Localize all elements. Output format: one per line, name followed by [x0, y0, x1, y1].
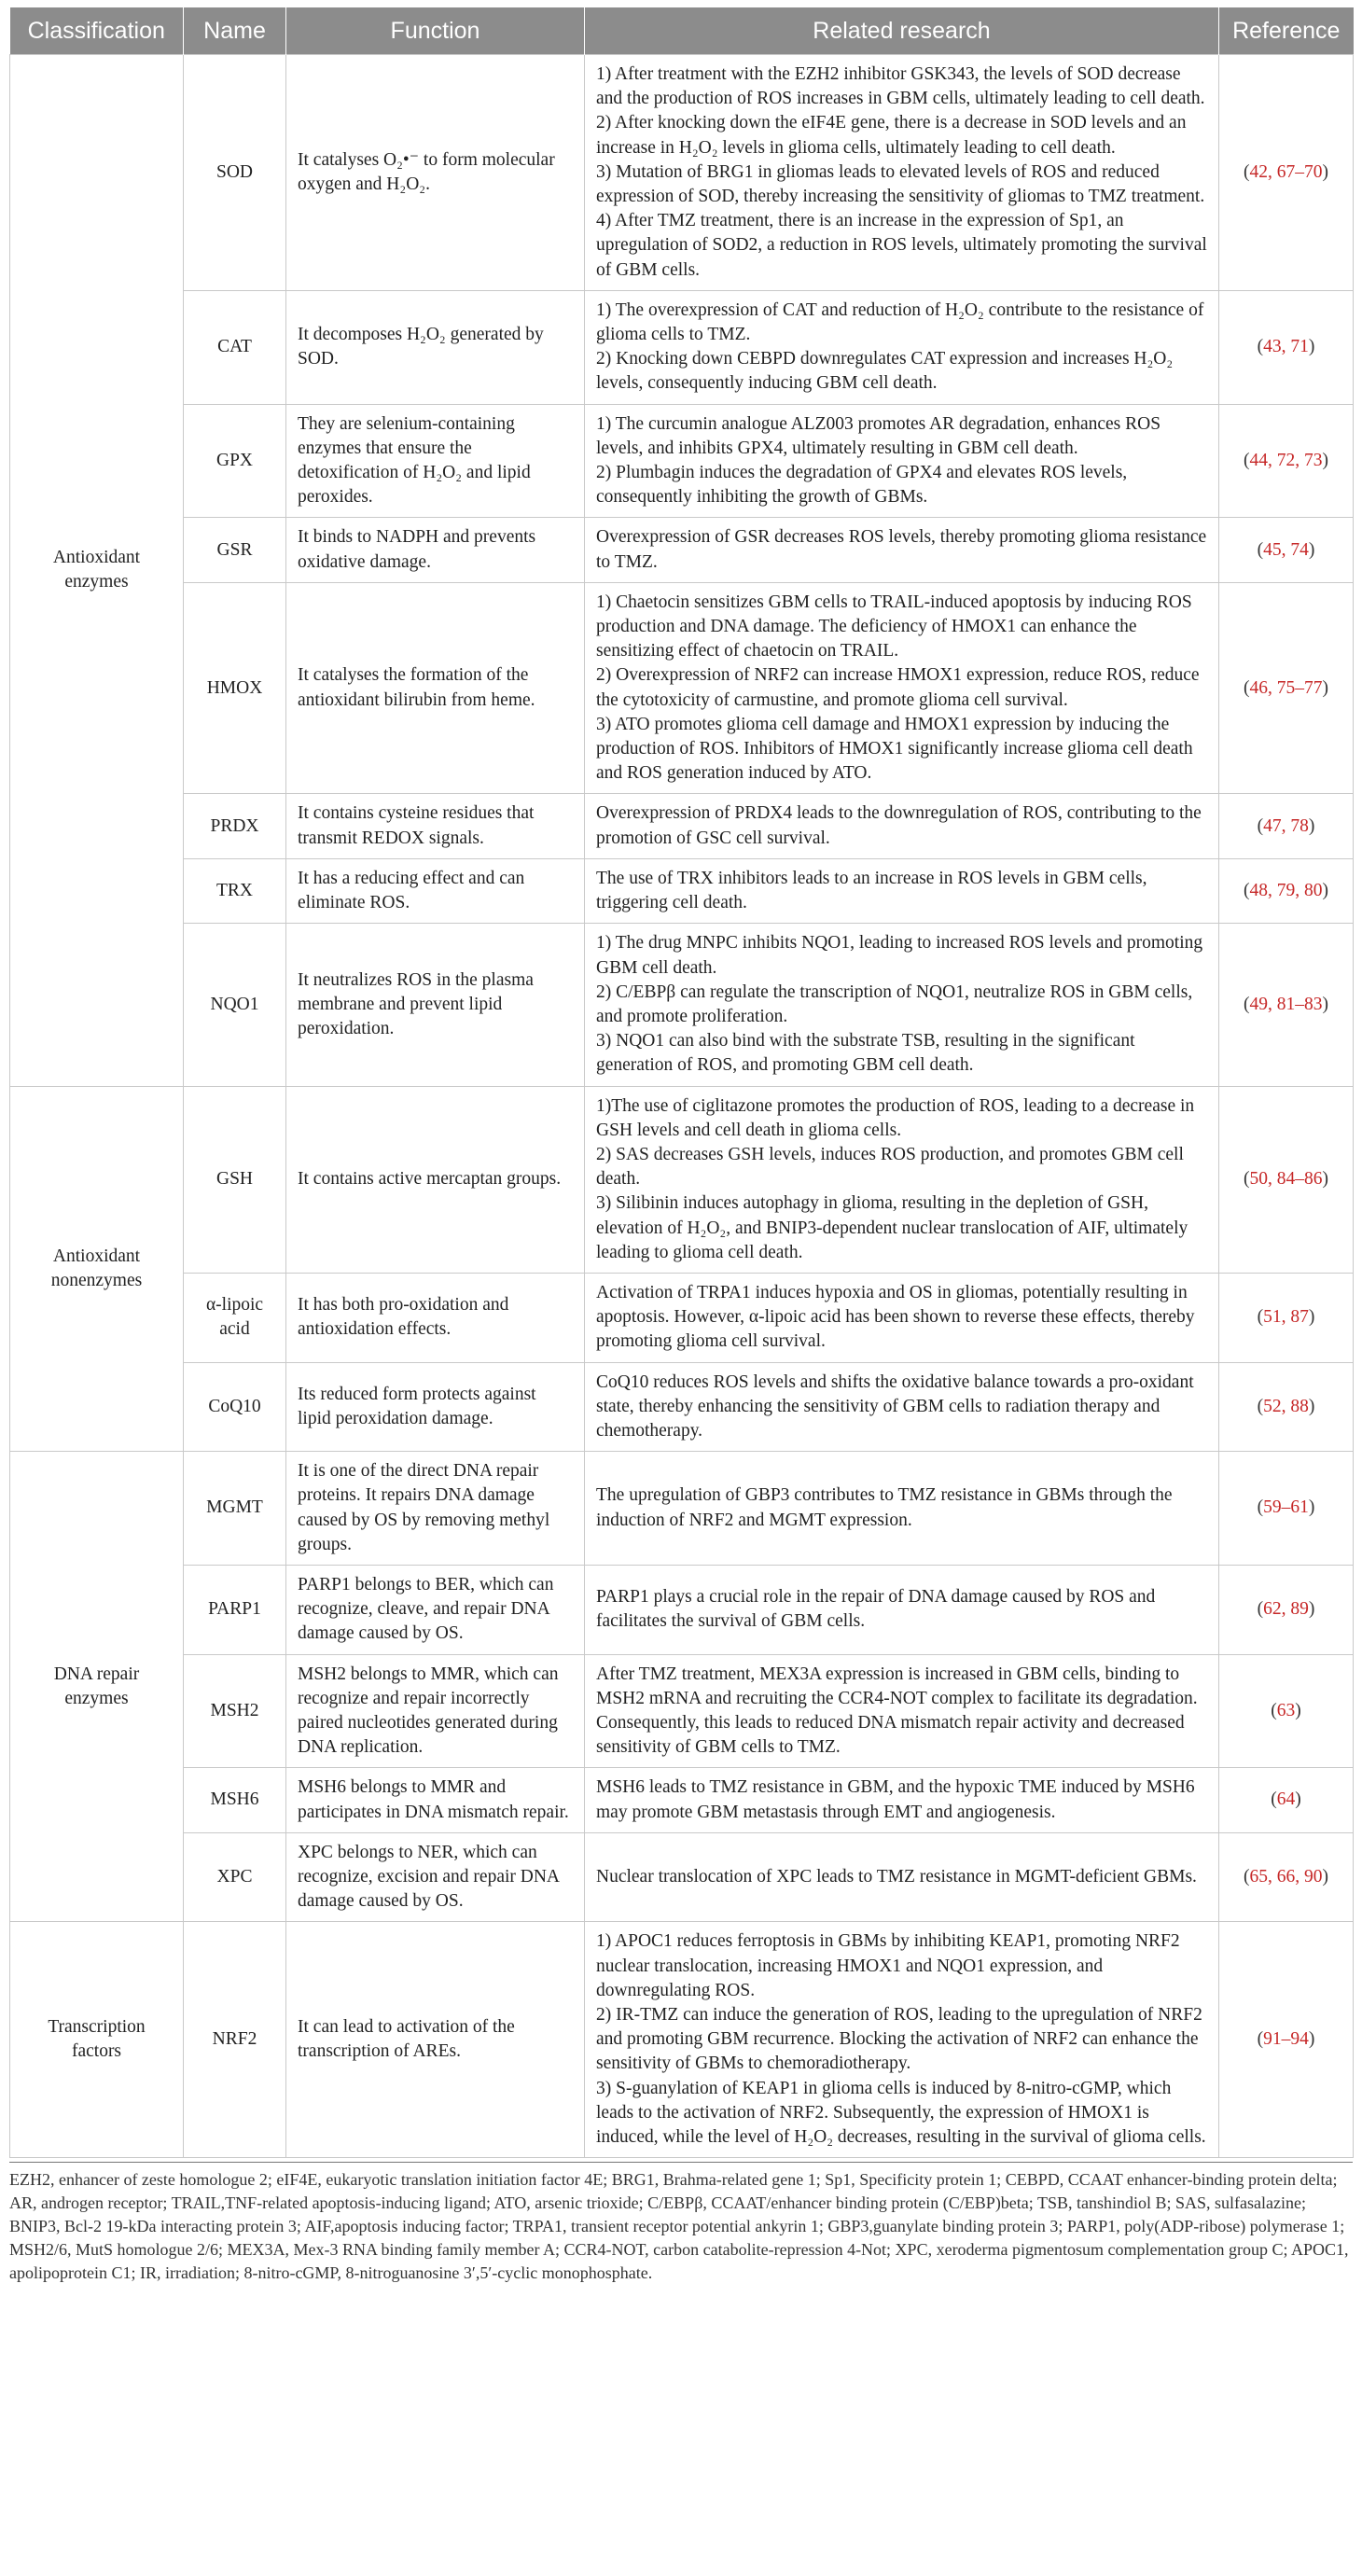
- reference-cell: (62, 89): [1219, 1565, 1354, 1654]
- table-row: [10, 924, 1354, 1086]
- research-item: The use of TRX inhibitors leads to an increase in ROS levels in GBM cells, triggering cell death.: [596, 868, 1147, 913]
- reference-link[interactable]: 65, 66, 90: [1249, 1867, 1323, 1887]
- function-cell: It is one of the direct DNA repair proteins. It repairs DNA damage caused by OS by removing methyl groups.: [286, 1452, 585, 1566]
- reference-link[interactable]: 51, 87: [1263, 1307, 1309, 1328]
- classification-cell: Antioxidant nonenzymes: [10, 1086, 184, 1452]
- table-row: [10, 858, 1354, 923]
- table-body: [10, 55, 1354, 2158]
- table-row: [10, 1654, 1354, 1768]
- reference-link[interactable]: 47, 78: [1263, 815, 1309, 836]
- research-item: 2) Plumbagin induces the degradation of GPX4 and elevates ROS levels, consequently inhibiting the growth of GBMs.: [596, 463, 1128, 508]
- function-cell: It catalyses O₂•⁻ to form molecular oxygen and H₂O₂.: [286, 55, 585, 291]
- related-research-cell: [585, 1452, 1219, 1566]
- research-item: 1) The drug MNPC inhibits NQO1, leading to increased ROS levels and promoting GBM cell death.: [596, 933, 1203, 978]
- research-item: Nuclear translocation of XPC leads to TMZ resistance in MGMT-deficient GBMs.: [596, 1867, 1197, 1887]
- reference-cell: (45, 74): [1219, 518, 1354, 582]
- reference-link[interactable]: 62, 89: [1263, 1599, 1309, 1620]
- name-cell: CAT: [184, 290, 286, 404]
- reference-cell: (64): [1219, 1768, 1354, 1832]
- name-cell: HMOX: [184, 582, 286, 794]
- name-cell: NRF2: [184, 1922, 286, 2158]
- header-name: Name: [184, 7, 286, 55]
- reference-link[interactable]: 64: [1276, 1789, 1296, 1810]
- table-row: [10, 1768, 1354, 1832]
- reference-cell: (42, 67–70): [1219, 55, 1354, 291]
- related-research-cell: [585, 1654, 1219, 1768]
- reference-cell: (51, 87): [1219, 1273, 1354, 1362]
- research-item: 2) Overexpression of NRF2 can increase HMOX1 expression, reduce ROS, reduce the cytotoxicity of carmustine, and promote glioma cell survival.: [596, 665, 1200, 710]
- related-research-cell: [585, 1273, 1219, 1362]
- table-row: [10, 404, 1354, 518]
- name-cell: SOD: [184, 55, 286, 291]
- name-cell: TRX: [184, 858, 286, 923]
- reference-link[interactable]: 45, 74: [1263, 539, 1309, 560]
- reference-link[interactable]: 48, 79, 80: [1249, 880, 1323, 900]
- function-cell: It neutralizes ROS in the plasma membrane and prevent lipid peroxidation.: [286, 924, 585, 1086]
- function-cell: It contains active mercaptan groups.: [286, 1086, 585, 1273]
- related-research-cell: [585, 1565, 1219, 1654]
- header-function: Function: [286, 7, 585, 55]
- research-item: The upregulation of GBP3 contributes to TMZ resistance in GBMs through the induction of NRF2 and MGMT expression.: [596, 1485, 1173, 1530]
- research-item: 1)The use of ciglitazone promotes the production of ROS, leading to a decrease in GSH levels and cell death in glioma cells.: [596, 1095, 1195, 1140]
- reference-cell: (48, 79, 80): [1219, 858, 1354, 923]
- research-item: PARP1 plays a crucial role in the repair of DNA damage caused by ROS and facilitates the survival of GBM cells.: [596, 1587, 1156, 1632]
- table-row: [10, 518, 1354, 582]
- name-cell: GPX: [184, 404, 286, 518]
- name-cell: NQO1: [184, 924, 286, 1086]
- function-cell: MSH2 belongs to MMR, which can recognize and repair incorrectly paired nucleotides generated during DNA replication.: [286, 1654, 585, 1768]
- research-item: MSH6 leads to TMZ resistance in GBM, and the hypoxic TME induced by MSH6 may promote GBM metastasis through EMT and angiogenesis.: [596, 1777, 1195, 1822]
- function-cell: It catalyses the formation of the antioxidant bilirubin from heme.: [286, 582, 585, 794]
- related-research-cell: [585, 55, 1219, 291]
- function-cell: XPC belongs to NER, which can recognize, excision and repair DNA damage caused by OS.: [286, 1832, 585, 1922]
- header-reference: Reference: [1219, 7, 1354, 55]
- research-item: 2) C/EBPβ can regulate the transcription of NQO1, neutralize ROS in GBM cells, and promote proliferation.: [596, 982, 1193, 1026]
- reference-cell: (52, 88): [1219, 1362, 1354, 1452]
- related-research-cell: [585, 290, 1219, 404]
- related-research-cell: [585, 1362, 1219, 1452]
- table-row: [10, 582, 1354, 794]
- name-cell: CoQ10: [184, 1362, 286, 1452]
- table-row: [10, 1922, 1354, 2158]
- name-cell: MGMT: [184, 1452, 286, 1566]
- research-item: After TMZ treatment, MEX3A expression is increased in GBM cells, binding to MSH2 mRNA and recruiting the CCR4-NOT complex to facilitate its degradation. Consequently, this leads to reduced DNA mismatch repair activity and decreased sensitivity of GBM cells to TMZ.: [596, 1664, 1198, 1758]
- research-item: 3) Mutation of BRG1 in gliomas leads to elevated levels of ROS and reduced expression of SOD, thereby increasing the sensitivity of gliomas to TMZ treatment.: [596, 161, 1205, 207]
- reference-cell: (63): [1219, 1654, 1354, 1768]
- table-row: [10, 1452, 1354, 1566]
- function-cell: It binds to NADPH and prevents oxidative damage.: [286, 518, 585, 582]
- name-cell: GSR: [184, 518, 286, 582]
- research-item: 3) S-guanylation of KEAP1 in glioma cells is induced by 8-nitro-cGMP, which leads to the activation of NRF2. Subsequently, the expression of HMOX1 is induced, while the level of H₂O₂ decreases, resulting in the survival of glioma cells.: [596, 2078, 1206, 2148]
- research-item: 3) Silibinin induces autophagy in glioma, resulting in the depletion of GSH, elevation of H₂O₂, and BNIP3-dependent nuclear translocation of AIF, ultimately leading to glioma cell death.: [596, 1193, 1188, 1262]
- reference-cell: (46, 75–77): [1219, 582, 1354, 794]
- research-item: 1) APOC1 reduces ferroptosis in GBMs by inhibiting KEAP1, promoting NRF2 nuclear translocation, increasing HMOX1 and NQO1 expression, and downregulating ROS.: [596, 1931, 1180, 2000]
- name-cell: XPC: [184, 1832, 286, 1922]
- reference-link[interactable]: 44, 72, 73: [1249, 450, 1323, 470]
- antioxidant-table: [9, 7, 1354, 2158]
- reference-cell: (59–61): [1219, 1452, 1354, 1566]
- table-row: [10, 55, 1354, 291]
- related-research-cell: [585, 518, 1219, 582]
- function-cell: It can lead to activation of the transcription of AREs.: [286, 1922, 585, 2158]
- table-row: [10, 1086, 1354, 1273]
- reference-cell: (44, 72, 73): [1219, 404, 1354, 518]
- research-item: 2) IR-TMZ can induce the generation of ROS, leading to the upregulation of NRF2 and promoting GBM recurrence. Blocking the activation of NRF2 can enhance the sensitivity of GBMs to chemoradiotherapy.: [596, 2005, 1202, 2074]
- research-item: 2) After knocking down the eIF4E gene, there is a decrease in SOD levels and an increase in H₂O₂ levels in glioma cells, ultimately leading to cell death.: [596, 113, 1187, 158]
- reference-link[interactable]: 91–94: [1263, 2029, 1309, 2050]
- abbreviations-footnote: EZH2, enhancer of zeste homologue 2; eIF4E, eukaryotic translation initiation factor 4E; BRG1, Brahma-related gene 1; Sp1, Specificity protein 1; CEBPD, CCAAT enhancer-binding protein delta; AR, androgen receptor; TRAIL,TNF-related apoptosis-inducing ligand; ATO, arsenic trioxide; C/EBPβ, CCAAT/enhancer binding protein (C/EBP)beta; TSB, tanshindiol B; SAS, sulfasalazine; BNIP3, Bcl-2 19-kDa interacting protein 3; AIF,apoptosis inducing factor; TRPA1, transient receptor potential ankyrin 1; GBP3,guanylate binding protein 3; PARP1, poly(ADP-ribose) polymerase 1; MSH2/6, MutS homologue 2/6; MEX3A, Mex-3 RNA binding family member A; CCR4-NOT, carbon catabolite-repression 4-Not; XPC, xeroderma pigmentosum complementation group C; APOC1, apolipoprotein C1; IR, irradiation; 8-nitro-cGMP, 8-nitroguanosine 3′,5′-cyclic monophosphate.: [9, 2162, 1353, 2285]
- name-cell: PARP1: [184, 1565, 286, 1654]
- function-cell: They are selenium-containing enzymes that ensure the detoxification of H₂O₂ and lipid peroxides.: [286, 404, 585, 518]
- related-research-cell: [585, 794, 1219, 858]
- reference-cell: (43, 71): [1219, 290, 1354, 404]
- header-classification: Classification: [10, 7, 184, 55]
- research-item: 3) ATO promotes glioma cell damage and HMOX1 expression by inducing the production of ROS. Inhibitors of HMOX1 significantly increase glioma cell death and ROS generation induced by ATO.: [596, 714, 1193, 784]
- header-related-research: Related research: [585, 7, 1219, 55]
- table-row: [10, 1362, 1354, 1452]
- related-research-cell: [585, 1768, 1219, 1832]
- reference-link[interactable]: 49, 81–83: [1249, 994, 1323, 1014]
- reference-link[interactable]: 50, 84–86: [1249, 1169, 1323, 1190]
- header-row: [10, 7, 1354, 55]
- reference-cell: (49, 81–83): [1219, 924, 1354, 1086]
- research-item: 2) SAS decreases GSH levels, induces ROS production, and promotes GBM cell death.: [596, 1144, 1184, 1190]
- function-cell: It has a reducing effect and can eliminate ROS.: [286, 858, 585, 923]
- related-research-cell: [585, 1922, 1219, 2158]
- function-cell: PARP1 belongs to BER, which can recognize, cleave, and repair DNA damage caused by OS.: [286, 1565, 585, 1654]
- research-item: 4) After TMZ treatment, there is an increase in the expression of Sp1, an upregulation of SOD2, a reduction in ROS levels, ultimately promoting the survival of GBM cells.: [596, 211, 1207, 280]
- research-item: 3) NQO1 can also bind with the substrate TSB, resulting in the significant generation of ROS, and promoting GBM cell death.: [596, 1031, 1135, 1076]
- reference-link[interactable]: 46, 75–77: [1249, 677, 1323, 698]
- reference-cell: (47, 78): [1219, 794, 1354, 858]
- reference-link[interactable]: 43, 71: [1263, 337, 1309, 357]
- related-research-cell: [585, 1832, 1219, 1922]
- reference-link[interactable]: 63: [1276, 1700, 1296, 1720]
- function-cell: It has both pro-oxidation and antioxidation effects.: [286, 1273, 585, 1362]
- table-row: [10, 290, 1354, 404]
- related-research-cell: [585, 858, 1219, 923]
- reference-link[interactable]: 59–61: [1263, 1497, 1309, 1518]
- function-cell: MSH6 belongs to MMR and participates in DNA mismatch repair.: [286, 1768, 585, 1832]
- related-research-cell: [585, 582, 1219, 794]
- function-cell: It contains cysteine residues that transmit REDOX signals.: [286, 794, 585, 858]
- name-cell: GSH: [184, 1086, 286, 1273]
- research-item: Overexpression of GSR decreases ROS levels, thereby promoting glioma resistance to TMZ.: [596, 527, 1207, 572]
- related-research-cell: [585, 924, 1219, 1086]
- research-item: 1) Chaetocin sensitizes GBM cells to TRAIL-induced apoptosis by inducing ROS production and DNA damage. The deficiency of HMOX1 can enhance the sensitizing effect of chaetocin on TRAIL.: [596, 592, 1192, 661]
- research-item: Activation of TRPA1 induces hypoxia and OS in gliomas, potentially resulting in apoptosis. However, α-lipoic acid has been shown to reverse these effects, thereby promoting glioma cell survival.: [596, 1282, 1195, 1352]
- research-item: CoQ10 reduces ROS levels and shifts the oxidative balance towards a pro-oxidant state, thereby enhancing the sensitivity of GBM cells to radiation therapy and chemotherapy.: [596, 1372, 1194, 1441]
- research-item: 1) The curcumin analogue ALZ003 promotes AR degradation, enhances ROS levels, and inhibits GPX4, ultimately resulting in GBM cell death.: [596, 413, 1161, 458]
- research-item: 1) After treatment with the EZH2 inhibitor GSK343, the levels of SOD decrease and the production of ROS increases in GBM cells, ultimately leading to cell death.: [596, 64, 1205, 109]
- name-cell: α-lipoic acid: [184, 1273, 286, 1362]
- name-cell: MSH6: [184, 1768, 286, 1832]
- classification-cell: DNA repair enzymes: [10, 1452, 184, 1922]
- name-cell: PRDX: [184, 794, 286, 858]
- table-row: [10, 1273, 1354, 1362]
- name-cell: MSH2: [184, 1654, 286, 1768]
- reference-cell: (91–94): [1219, 1922, 1354, 2158]
- reference-link[interactable]: 52, 88: [1263, 1396, 1309, 1416]
- research-item: 2) Knocking down CEBPD downregulates CAT expression and increases H₂O₂ levels, consequently inducing GBM cell death.: [596, 349, 1174, 394]
- classification-cell: Transcription factors: [10, 1922, 184, 2158]
- table-row: [10, 1832, 1354, 1922]
- reference-link[interactable]: 42, 67–70: [1249, 161, 1323, 182]
- reference-cell: (65, 66, 90): [1219, 1832, 1354, 1922]
- research-item: 1) The overexpression of CAT and reduction of H₂O₂ contribute to the resistance of glioma cells to TMZ.: [596, 299, 1204, 345]
- classification-cell: Antioxidant enzymes: [10, 55, 184, 1087]
- function-cell: Its reduced form protects against lipid peroxidation damage.: [286, 1362, 585, 1452]
- function-cell: It decomposes H₂O₂ generated by SOD.: [286, 290, 585, 404]
- research-item: Overexpression of PRDX4 leads to the downregulation of ROS, contributing to the promotion of GSC cell survival.: [596, 803, 1202, 848]
- table-row: [10, 794, 1354, 858]
- related-research-cell: [585, 1086, 1219, 1273]
- table-row: [10, 1565, 1354, 1654]
- related-research-cell: [585, 404, 1219, 518]
- reference-cell: (50, 84–86): [1219, 1086, 1354, 1273]
